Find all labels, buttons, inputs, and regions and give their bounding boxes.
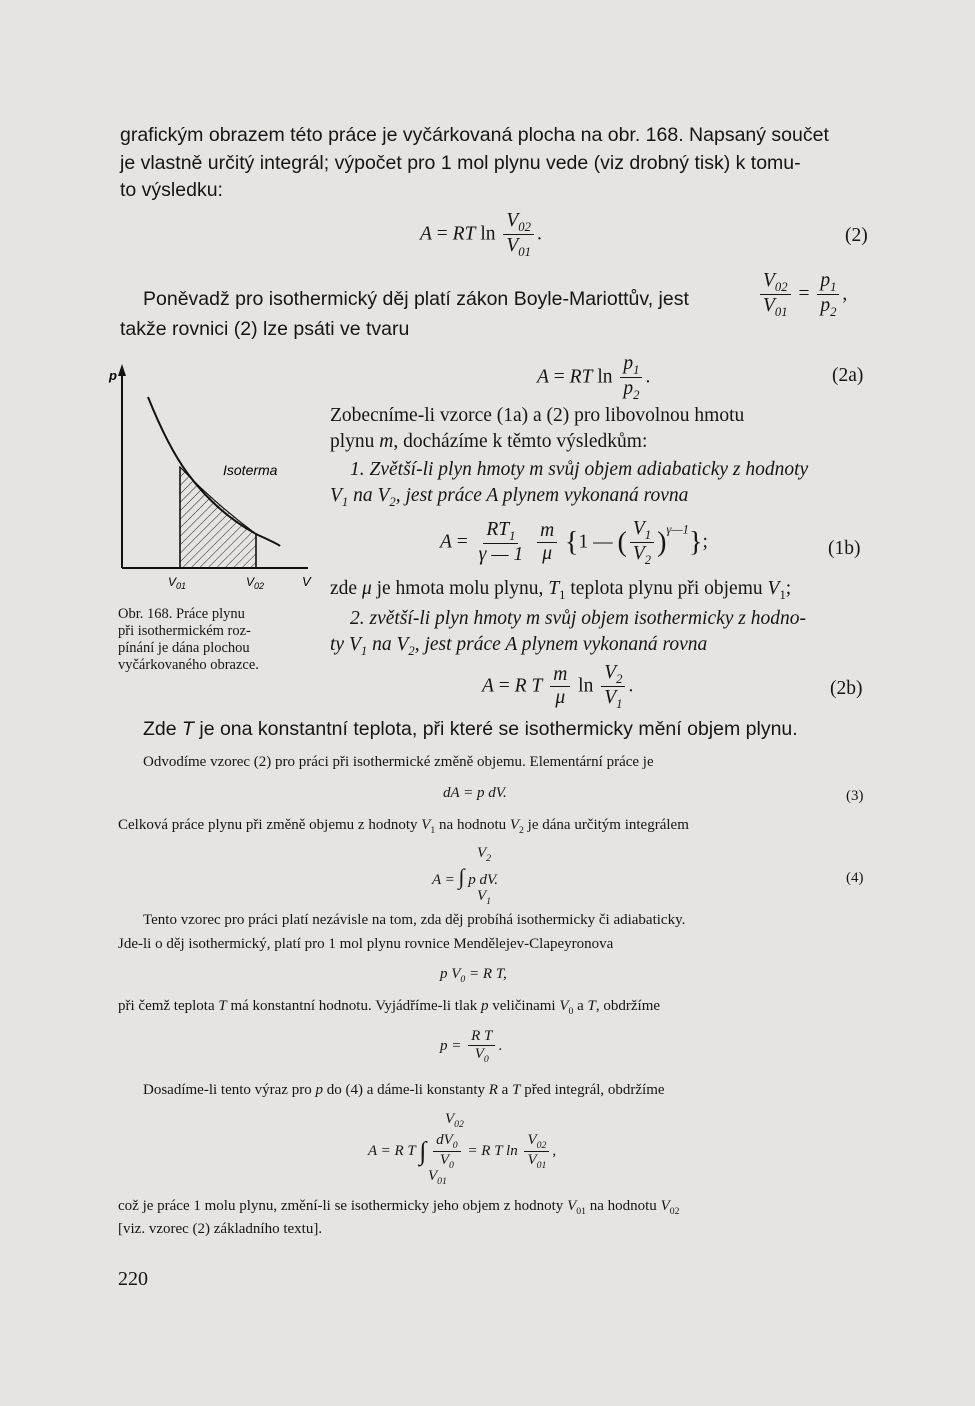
- text-line: 2. zvětší-li plyn hmoty m svůj objem isothermicky z hodno-: [350, 608, 806, 629]
- equation-tag: (2b): [830, 678, 863, 699]
- text-line: Zde T je ona konstantní teplota, při které se isothermicky mění objem plynu.: [143, 718, 798, 740]
- v02-label: $V_{02}$: [246, 575, 265, 591]
- integral-lower-limit: $V_1$: [477, 888, 492, 907]
- equation-2: A = RT ln $\frac{V_{02}}{V_{01}}$ .: [420, 210, 542, 260]
- small-text-line: [viz. vzorec (2) základního textu].: [118, 1221, 323, 1237]
- equation-tag: (2a): [832, 365, 864, 386]
- small-text-line: Dosadíme-li tento výraz pro p do (4) a dáme-li konstanty R a T před integrál, obdržíme: [143, 1082, 665, 1098]
- text-line: je vlastně určitý integrál; výpočet pro 1 mol plynu vede (viz drobný tisk) k tomu-: [120, 152, 801, 174]
- text-line: Poněvadž pro isothermický děj platí zákon Boyle-Mariottův, jest: [143, 288, 689, 310]
- equation-tag: (3): [846, 788, 864, 804]
- curve-label: Isoterma: [223, 462, 278, 478]
- text-line: ty $V_1$ na $V_2$, jest práce A plynem vykonaná rovna: [330, 634, 708, 658]
- text-line: to výsledku:: [120, 179, 223, 201]
- small-text-line: což je práce 1 molu plynu, změní-li se isothermicky jeho objem z hodnoty $V_{01}$ na hodnotu $V_{02}$: [118, 1198, 680, 1217]
- equation-2a: A = RT ln $\frac{p_1}{p_2}$ .: [537, 353, 651, 403]
- y-axis-label: p: [109, 368, 117, 383]
- text-line: 1. Zvětší-li plyn hmoty m svůj objem adiabaticky z hodnoty: [350, 459, 809, 480]
- small-text-line: Jde-li o děj isothermický, platí pro 1 mol plynu rovnice Mendělejev-Clapeyronova: [118, 936, 614, 952]
- equation-final: A = R T ∫ $\frac{dV_0}{V_0}$ = R T ln $\frac{V_{02}}{V_{01}}$ ,: [368, 1132, 557, 1172]
- equation-tag: (1b): [828, 538, 861, 559]
- equation-5: p $V_0 = R$ T,: [440, 966, 507, 985]
- equation-tag: (4): [846, 870, 864, 886]
- v01-label: $V_{01}$: [168, 575, 187, 591]
- text-line: zde μ je hmota molu plynu, $T_1$ teplota plynu při objemu $V_1$;: [330, 578, 792, 602]
- small-text-line: Odvodíme vzorec (2) pro práci při isothermické změně objemu. Elementární práce je: [143, 754, 654, 770]
- caption-line: při isothermickém roz-: [118, 623, 251, 639]
- equation-4: A = ∫ p dV.: [432, 864, 499, 889]
- equation-3: dA = p dV.: [443, 785, 507, 801]
- integral-lower-limit: $V_{01}$: [428, 1168, 447, 1187]
- integral-upper-limit: $V_2$: [477, 845, 492, 864]
- x-axis-label: V: [302, 574, 311, 589]
- equation-2b: A = R T $\frac{m}{\mu}$ ln $\frac{V_2}{V_1}$ .: [482, 662, 634, 712]
- small-text-line: při čemž teplota T má konstantní hodnotu. Vyjádříme-li tlak p veličinami $V_0$ a T, obdržíme: [118, 998, 661, 1017]
- small-text-line: Tento vzorec pro práci platí nezávisle na tom, zda děj probíhá isothermicky či adiabaticky.: [143, 912, 686, 928]
- caption-line: pínání je dána plochou: [118, 640, 250, 656]
- y-axis-arrow: [118, 364, 126, 376]
- equation-pressure: p = $\frac{\text{R T}}{V_0}$ .: [440, 1028, 503, 1066]
- text-line: $V_1$ na $V_2$, jest práce A plynem vykonaná rovna: [330, 485, 689, 509]
- equation-1b: A = $\frac{RT_1}{\gamma — 1}$ $\frac{m}{\mu}$ {1 — ( $\frac{V_1}{V_2}$ )$^{\gamma—1}$};: [440, 518, 708, 568]
- text-line: Zobecníme-li vzorce (1a) a (2) pro libovolnou hmotu: [330, 405, 745, 426]
- work-area: [180, 467, 256, 568]
- caption-line: Obr. 168. Práce plynu: [118, 606, 245, 622]
- figure-caption: [118, 606, 313, 674]
- isotherm-figure: [108, 362, 323, 602]
- equation-tag: (2): [845, 225, 868, 246]
- page-number: 220: [118, 1268, 148, 1290]
- text-line: grafickým obrazem této práce je vyčárkovaná plocha na obr. 168. Napsaný součet: [120, 124, 829, 146]
- text-line: plynu m, docházíme k těmto výsledkům:: [330, 431, 648, 452]
- integral-upper-limit: $V_{02}$: [445, 1111, 464, 1130]
- caption-line: vyčárkovaného obrazce.: [118, 657, 259, 673]
- text-line: takže rovnici (2) lze psáti ve tvaru: [120, 318, 410, 340]
- small-text-line: Celková práce plynu při změně objemu z hodnoty $V_1$ na hodnotu $V_2$ je dána určitým integrálem: [118, 817, 689, 836]
- ratio-equation: $\frac{V_{02}}{V_{01}}$ = $\frac{p_1}{p_2}$ ,: [757, 270, 847, 320]
